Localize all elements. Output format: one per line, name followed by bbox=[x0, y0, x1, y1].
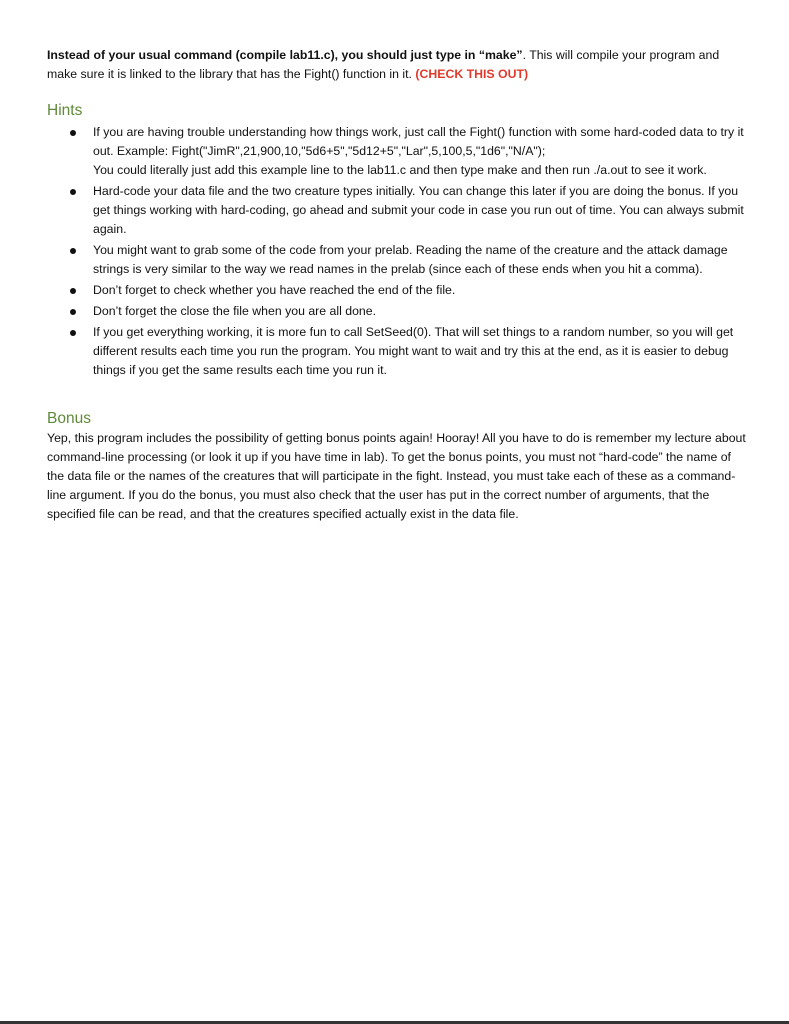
hints-heading: Hints bbox=[47, 102, 83, 119]
hint-text: Don’t forget to check whether you have reached the end of the file. bbox=[93, 283, 456, 297]
hint-text: Hard-code your data file and the two creature types initially. You can change this later if you are doing the bonus. If you get things working with hard-coding, go ahead and submit your code in case you run out of time. You can always submit again. bbox=[93, 184, 744, 236]
bullet-icon bbox=[70, 130, 76, 136]
hint-item bbox=[47, 241, 747, 279]
document-page bbox=[47, 46, 747, 524]
intro-paragraph bbox=[47, 46, 747, 84]
intro-normal-text: . This will compile your program and make sure it is linked to the library that has the Fight() function in it. bbox=[47, 48, 720, 81]
hint-item bbox=[47, 182, 747, 239]
intro-red-callout: (CHECK THIS OUT) bbox=[415, 67, 529, 81]
bullet-icon bbox=[70, 248, 76, 254]
bullet-icon bbox=[70, 330, 76, 336]
bullet-icon bbox=[70, 309, 76, 315]
hint-text: If you get everything working, it is more fun to call SetSeed(0). That will set things to a random number, so you will get different results each time you run the program. You might want to wait and try this at the end, as it is easier to debug things if you get the same results each time you run it. bbox=[93, 325, 734, 377]
hints-list bbox=[47, 123, 747, 380]
hint-item bbox=[47, 323, 747, 380]
hint-item bbox=[47, 302, 747, 321]
intro-bold-text: Instead of your usual command (compile lab11.c), you should just type in “make” bbox=[47, 48, 523, 62]
hint-text: You might want to grab some of the code from your prelab. Reading the name of the creature and the attack damage strings is very similar to the way we read names in the prelab (since each of these ends when you hit a comma). bbox=[93, 243, 728, 276]
hint-item bbox=[47, 281, 747, 300]
bonus-heading: Bonus bbox=[47, 410, 91, 427]
bullet-icon bbox=[70, 288, 76, 294]
hint-text: Don’t forget the close the file when you are all done. bbox=[93, 304, 377, 318]
bonus-paragraph: Yep, this program includes the possibility of getting bonus points again! Hooray! All you have to do is remember my lecture about command-line processing (or look it up if you have time in lab). To get the bonus points, you must not “hard-code” the name of the data file or the names of the creatures that will participate in the fight. Instead, you must take each of these as a command-line argument. If you do the bonus, you must also check that the user has put in the correct number of arguments, that the specified file can be read, and that the creatures specified actually exist in the data file. bbox=[47, 431, 746, 521]
hint-text: You could literally just add this example line to the lab11.c and then type make and then run ./a.out to see it work. bbox=[93, 163, 707, 177]
bullet-icon bbox=[70, 189, 76, 195]
hint-item bbox=[47, 123, 747, 180]
hint-text: If you are having trouble understanding how things work, just call the Fight() function with some hard-coded data to try it out. Example: Fight("JimR",21,900,10,"5d6+5","5d12+5","Lar",5,100,5,"1d6","N/A"); bbox=[93, 125, 744, 158]
